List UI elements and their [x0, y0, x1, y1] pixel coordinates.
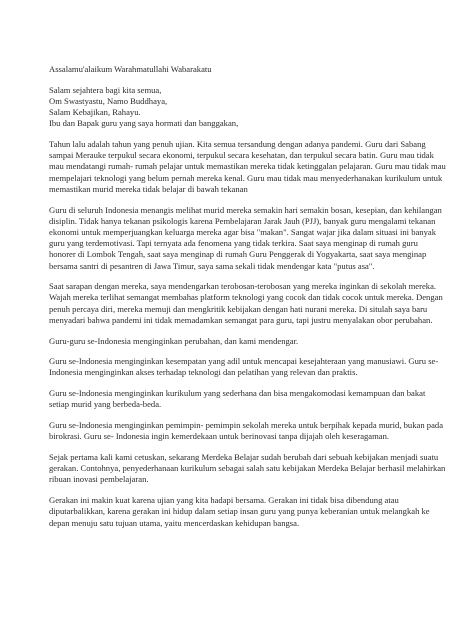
body-paragraph: Guru-guru se-Indonesia menginginkan perubahan, dan kami mendengar.	[49, 335, 299, 346]
body-paragraph: Gerakan ini makin kuat karena ujian yang kita hadapi bersama. Gerakan ini tidak bisa dibendung atau diputarbalikkan, karena gerakan ini hidup dalam setiap insan guru yang punya keberanian untuk melangkah ke depan menuju satu tujuan utama, yaitu mencerdaskan kehidupan bangsa.	[49, 495, 430, 528]
body-paragraph: Guru se-Indonesia menginginkan pemimpin- pemimpin sekolah mereka untuk berpihak kepada murid, bukan pada birokrasi. Guru se- Indonesia ingin kemerdekaan untuk berinovasi tanpa dijajah oleh keseragaman.	[49, 420, 444, 442]
body-paragraph: Guru se-Indonesia menginginkan kesempatan yang adil untuk mencapai kesejahteraan yang manusiawi. Guru se-Indonesia menginginkan akses terhadap teknologi dan pelatihan yang relevan dan praktis.	[49, 356, 439, 378]
body-paragraph: Guru se-Indonesia menginginkan kurikulum yang sederhana dan bisa mengakomodasi kemampuan dan bakat setiap murid yang berbeda-beda.	[49, 388, 426, 410]
opening-salutation: Assalamu'alaikum Warahmatullahi Wabarakatu	[49, 64, 212, 74]
body-paragraph: Guru di seluruh Indonesia menangis melihat murid mereka semakin hari semakin bosan, kesepian, dan kehilangan disiplin. Tidak hanya tekanan psikologis karena Pembelajaran Jarak Jauh (PJJ), banyak guru mengalami tekanan ekonomi untuk memperjuangkan keluarga mereka agar bisa "makan". Sangat wajar jika dalam situasi ini banyak guru yang terdemotivasi. Tapi ternyata ada fenomena yang tidak terkira. Saat saya menginap di rumah guru honorer di Lombok Tengah, saat saya menginap di rumah Guru Penggerak di Yogyakarta, saat saya menginap bersama santri di pesantren di Jawa Timur, saya sama sekali tidak mendengar kata "putus asa".	[49, 204, 442, 271]
greetings-block	[49, 85, 446, 130]
greeting-line: Ibu dan Bapak guru yang saya hormati dan banggakan,	[49, 118, 239, 129]
body-paragraph: Saat sarapan dengan mereka, saya mendengarkan terobosan-terobosan yang mereka inginkan di sekolah mereka. Wajah mereka terlihat semangat membahas platform teknologi yang cocok dan tidak cocok untuk mereka. Dengan penuh percaya diri, mereka memuji dan mengkritik kebijakan dengan hati nurani mereka. Di situlah saya baru menyadari bahwa pandemi ini tidak memadamkan semangat para guru, tapi justru menyalakan obor perubahan.	[49, 281, 443, 325]
greeting-line: Salam Kebajikan, Rahayu.	[49, 107, 141, 118]
body-paragraph: Tahun lalu adalah tahun yang penuh ujian. Kita semua tersandung dengan adanya pandemi. Guru dari Sabang sampai Merauke terpukul secara ekonomi, terpukul secara kesehatan, dan terpukul secara batin. Guru mau tidak mau mendatangi rumah- rumah pelajar untuk memastikan mereka tidak ketinggalan pelajaran. Guru mau tidak mau mempelajari teknologi yang belum pernah mereka kenal. Guru mau tidak mau menyederhanakan kurikulum untuk memastikan murid mereka tidak belajar di bawah tekanan	[49, 139, 446, 194]
body-paragraph: Sejak pertama kali kami cetuskan, sekarang Merdeka Belajar sudah berubah dari sebuah kebijakan menjadi suatu gerakan. Contohnya, penyederhanaan kurikulum sebagai salah satu kebijakan Merdeka Belajar berhasil melahirkan ribuan inovasi pembelajaran.	[49, 451, 446, 485]
greeting-line: Salam sejahtera bagi kita semua,	[49, 84, 162, 95]
greeting-line: Om Swastyastu, Namo Buddhaya,	[49, 95, 168, 106]
